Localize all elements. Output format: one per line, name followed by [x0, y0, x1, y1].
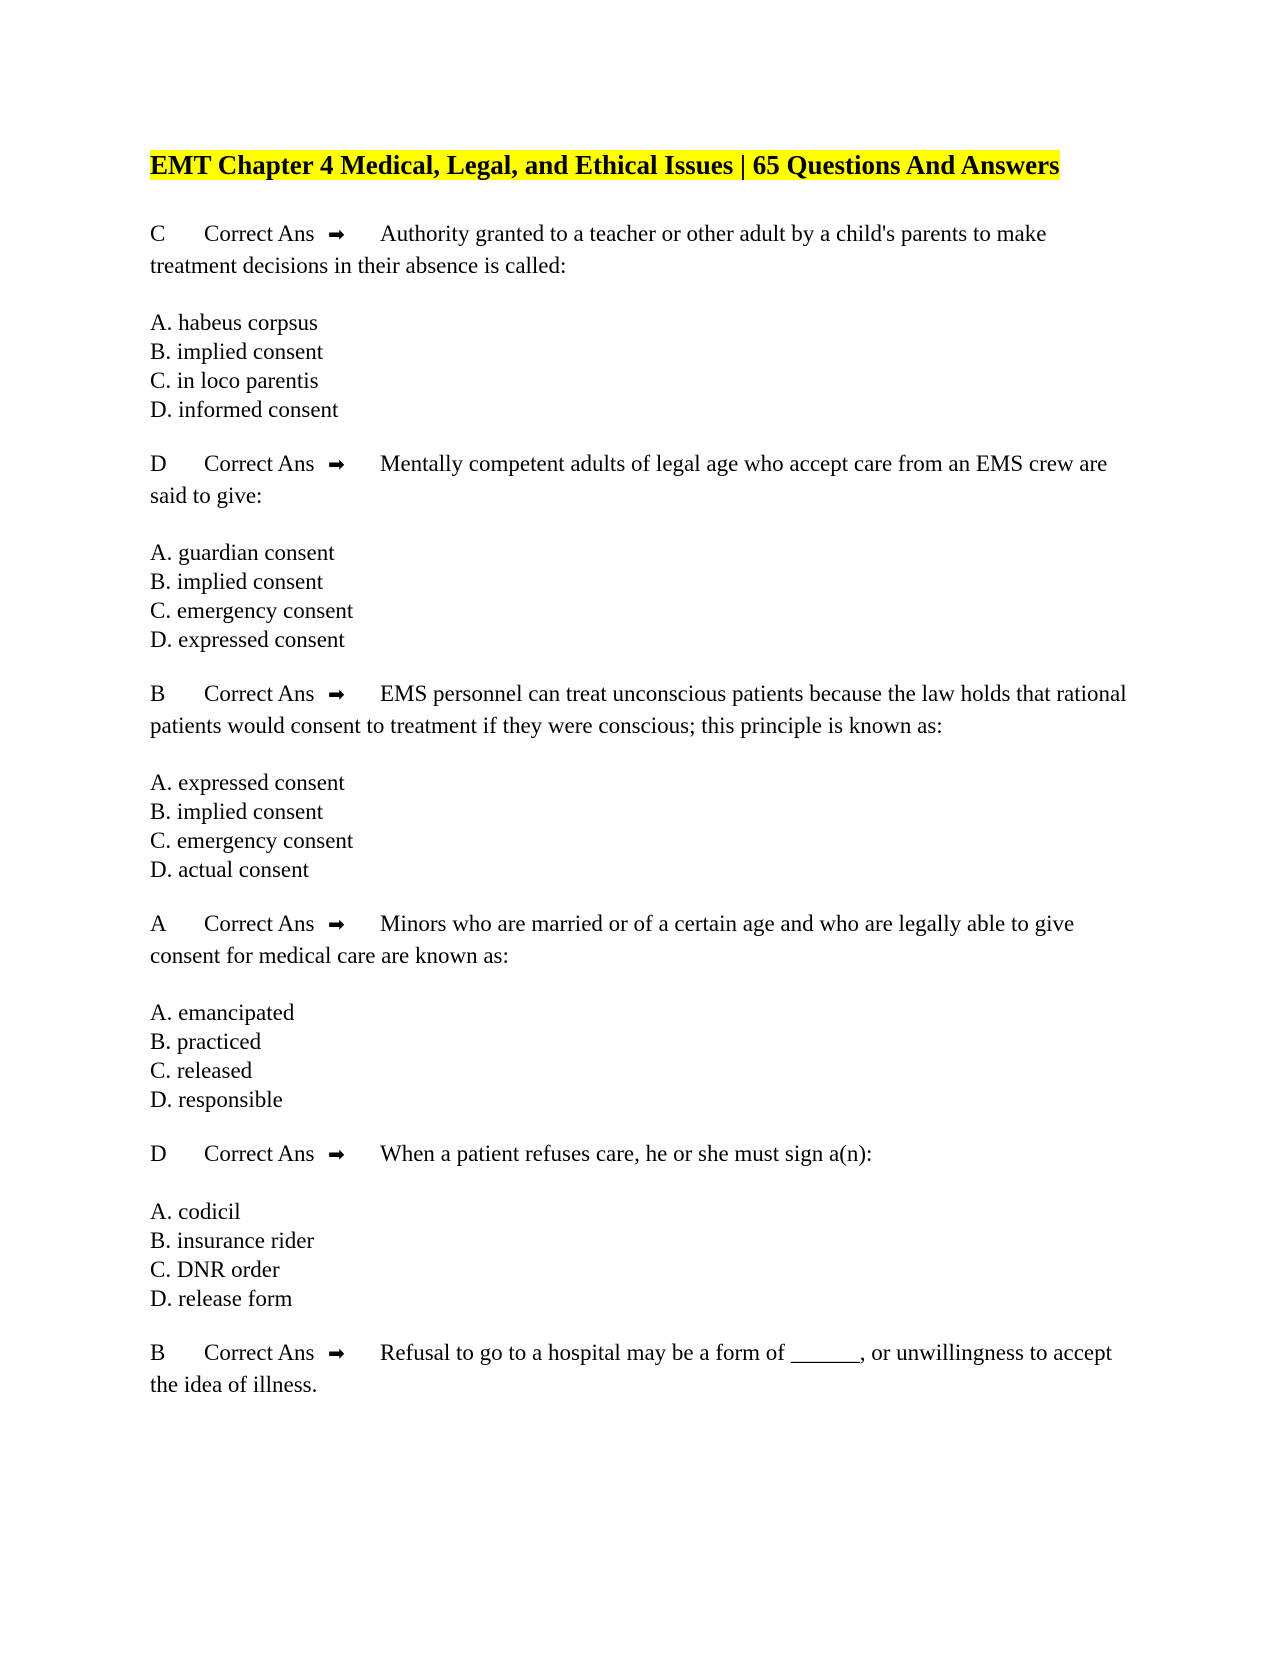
question-text: Authority granted to a teacher or other adult by a child's parents to make treatment decisions in their absence is called:	[150, 221, 1047, 278]
correct-answer-label: Correct Ans	[204, 681, 315, 706]
question-block	[150, 448, 1130, 654]
options-list	[150, 308, 1130, 424]
question-line	[150, 678, 1130, 741]
correct-answer-label: Correct Ans	[204, 221, 315, 246]
right-arrow-icon: ➡	[328, 452, 345, 476]
options-list	[150, 538, 1130, 654]
document-title	[150, 148, 1130, 182]
question-text: Refusal to go to a hospital may be a form of ______, or unwillingness to accept the idea of illness.	[150, 1340, 1113, 1397]
answer-letter: B	[150, 1340, 166, 1365]
option-item: B. insurance rider	[150, 1228, 315, 1253]
question-text: Mentally competent adults of legal age who accept care from an EMS crew are said to give:	[150, 451, 1108, 508]
option-item: B. practiced	[150, 1029, 262, 1054]
question-text: EMS personnel can treat unconscious patients because the law holds that rational patients would consent to treatment if they were conscious; this principle is known as:	[150, 681, 1127, 738]
right-arrow-icon: ➡	[328, 682, 345, 706]
correct-answer-label: Correct Ans	[204, 911, 315, 936]
answer-letter: D	[150, 1141, 167, 1166]
option-item: D. actual consent	[150, 857, 310, 882]
right-arrow-icon: ➡	[328, 912, 345, 936]
question-list	[150, 218, 1130, 1400]
question-line	[150, 1337, 1130, 1400]
options-list	[150, 1197, 1130, 1313]
option-item: A. emancipated	[150, 1000, 295, 1025]
option-item: D. responsible	[150, 1087, 283, 1112]
answer-letter: C	[150, 221, 166, 246]
question-block	[150, 1337, 1130, 1400]
question-block	[150, 908, 1130, 1114]
right-arrow-icon: ➡	[328, 1341, 345, 1365]
document-page	[150, 148, 1130, 1400]
option-item: B. implied consent	[150, 339, 324, 364]
option-item: A. guardian consent	[150, 540, 335, 565]
correct-answer-label: Correct Ans	[204, 451, 315, 476]
option-item: D. release form	[150, 1286, 293, 1311]
question-text: When a patient refuses care, he or she must sign a(n):	[380, 1141, 873, 1166]
answer-letter: A	[150, 911, 167, 936]
question-line	[150, 448, 1130, 511]
correct-answer-label: Correct Ans	[204, 1141, 315, 1166]
options-list	[150, 998, 1130, 1114]
question-text: Minors who are married or of a certain age and who are legally able to give consent for medical care are known as:	[150, 911, 1075, 968]
option-item: A. habeus corpsus	[150, 310, 318, 335]
option-item: C. released	[150, 1058, 253, 1083]
option-item: A. expressed consent	[150, 770, 345, 795]
option-item: C. emergency consent	[150, 598, 354, 623]
correct-answer-label: Correct Ans	[204, 1340, 315, 1365]
option-item: D. informed consent	[150, 397, 339, 422]
option-item: C. DNR order	[150, 1257, 280, 1282]
options-list	[150, 768, 1130, 884]
option-item: B. implied consent	[150, 569, 324, 594]
answer-letter: D	[150, 451, 167, 476]
document-title-highlight: EMT Chapter 4 Medical, Legal, and Ethical Issues | 65 Questions And Answers	[150, 150, 1060, 180]
right-arrow-icon: ➡	[328, 1142, 345, 1166]
question-block	[150, 678, 1130, 884]
option-item: C. in loco parentis	[150, 368, 319, 393]
option-item: A. codicil	[150, 1199, 241, 1224]
question-block	[150, 218, 1130, 424]
answer-letter: B	[150, 681, 166, 706]
option-item: B. implied consent	[150, 799, 324, 824]
question-block	[150, 1138, 1130, 1313]
option-item: D. expressed consent	[150, 627, 345, 652]
question-line	[150, 908, 1130, 971]
right-arrow-icon: ➡	[328, 222, 345, 246]
option-item: C. emergency consent	[150, 828, 354, 853]
question-line	[150, 1138, 1130, 1170]
question-line	[150, 218, 1130, 281]
